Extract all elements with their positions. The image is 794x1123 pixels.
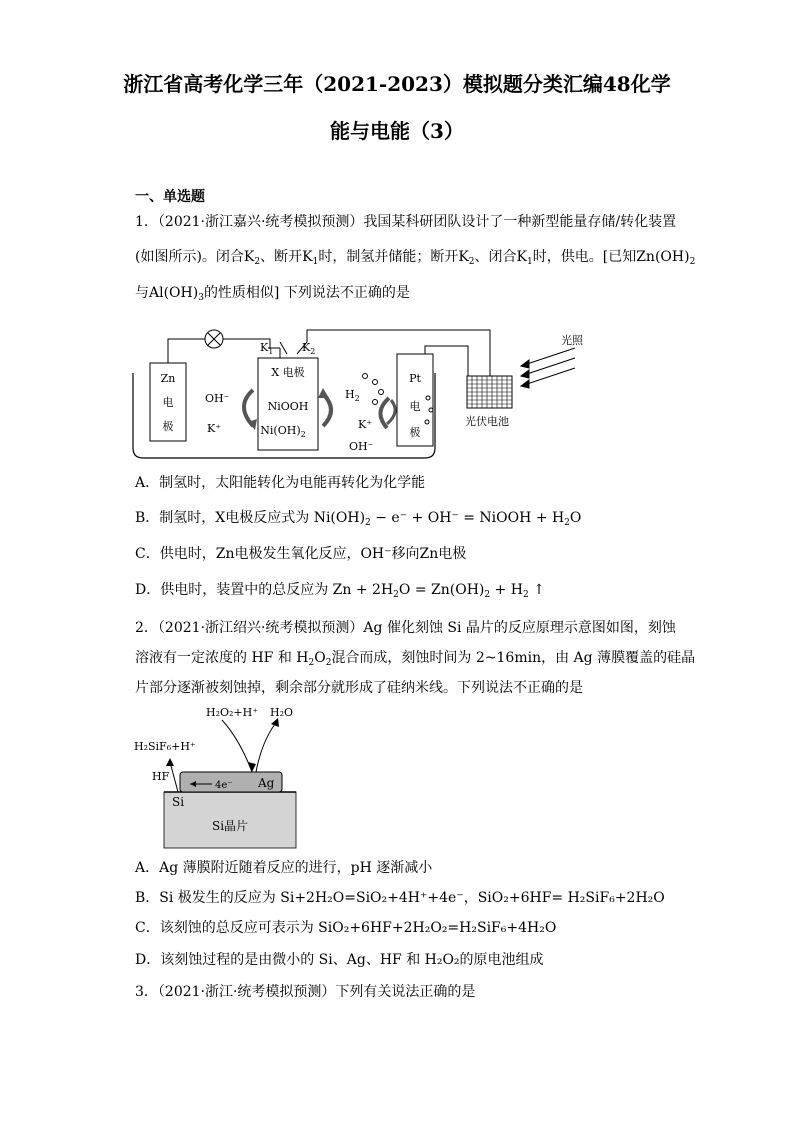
- wire-zn: [168, 339, 270, 363]
- oh-ion-left: OH⁻: [205, 392, 230, 405]
- k-ion-left: K⁺: [207, 422, 222, 435]
- q2-line1: 2．（2021·浙江绍兴·统考模拟预测）Ag 催化刻蚀 Si 晶片的反应原理示意图如图，刻蚀: [135, 620, 676, 636]
- h2o2-arrow-icon: [222, 720, 252, 772]
- ag-label: Ag: [258, 776, 275, 790]
- light-rays-icon: [521, 348, 575, 388]
- q1-option-d[interactable]: D．供电时，装置中的总反应为 $Zn + 2H_2O = Zn(OH)_2 + H_2$ ↑: [135, 582, 545, 600]
- q1-apparatus-figure: [125, 318, 605, 468]
- h2-label: $H_2$: [345, 388, 360, 403]
- pt-label: Pt: [409, 372, 421, 385]
- oh-ion-right: OH⁻: [349, 440, 374, 453]
- pv-label: 光伏电池: [465, 415, 509, 428]
- q2-etching-figure: [130, 700, 310, 850]
- q1-line3: 与$Al(OH)_3$的性质相似] 下列说法不正确的是: [135, 285, 410, 303]
- k-ion-right: K⁺: [358, 418, 373, 431]
- hf-label: HF: [152, 770, 170, 783]
- zn-label-3: 极: [162, 420, 174, 433]
- q2-option-b[interactable]: B．Si 极发生的反应为 Si+2H₂O=SiO₂+4H⁺+4e⁻，SiO₂+6HF= H₂SiF₆+2H₂O: [135, 890, 665, 906]
- x-electrode-label: X 电极: [271, 366, 305, 379]
- q1-option-a[interactable]: A．制氢时，太阳能转化为电能再转化为化学能: [135, 475, 426, 491]
- document-title-line2: 能与电能（3）: [330, 119, 464, 143]
- q1-option-b[interactable]: B．制氢时，X电极反应式为 $Ni(OH)_2 - e^- + OH^-$ = NiOOH + $H_2O$: [135, 510, 582, 528]
- zn-label-2: 电: [162, 396, 174, 409]
- k1-label: $K_1$: [260, 341, 274, 356]
- lamp-cross: [208, 333, 220, 345]
- q3-line1: 3．（2021·浙江·统考模拟预测）下列有关说法正确的是: [135, 984, 476, 1000]
- si-label: Si: [172, 795, 185, 809]
- q1-line1: 1．（2021·浙江嘉兴·统考模拟预测）我国某科研团队设计了一种新型能量存储/转化装置: [135, 214, 677, 230]
- q1-option-c[interactable]: C．供电时，Zn电极发生氧化反应，OH⁻移向Zn电极: [135, 546, 467, 562]
- electron-label: 4e⁻: [215, 780, 233, 791]
- q2-option-a[interactable]: A．Ag 薄膜附近随着反应的进行，pH 逐渐减小: [135, 860, 433, 876]
- pt-label-2: 电: [409, 400, 421, 413]
- curved-arrow-left-icon: [244, 390, 253, 426]
- nioh2-label: $Ni(OH)_2$: [260, 424, 306, 439]
- h2o-label: H₂O: [270, 706, 294, 719]
- document-title-line1: 浙江省高考化学三年（2021-2023）模拟题分类汇编48化学: [123, 72, 671, 96]
- q1-line2: (如图所示)。闭合$K_2$、断开$K_1$时，制氢并储能；断开$K_2$、闭合$K_1$时，供电。[已知$Zn(OH)_2$: [135, 249, 696, 267]
- h2sif6-label: H₂SiF₆+H⁺: [134, 740, 196, 753]
- pt-label-3: 极: [409, 426, 421, 439]
- curved-arrow-right-icon: [323, 394, 331, 426]
- nioooh-label: NiOOH: [267, 400, 309, 413]
- q2-option-c[interactable]: C．该刻蚀的总反应可表示为 SiO₂+6HF+2H₂O₂=H₂SiF₆+4H₂O: [135, 920, 557, 936]
- q2-line3: 片部分逐渐被刻蚀掉，剩余部分就形成了硅纳米线。下列说法不正确的是: [135, 680, 583, 696]
- wafer-label: Si晶片: [211, 819, 249, 833]
- k2-label: $K_2$: [302, 341, 316, 356]
- h2o-arrow-icon: [256, 720, 278, 772]
- section-heading: 一、单选题: [135, 189, 205, 205]
- arrow-up-icon: [166, 758, 174, 766]
- light-label: 光照: [561, 334, 583, 347]
- h2o2-label: H₂O₂+H⁺: [206, 706, 259, 719]
- zn-label: Zn: [160, 372, 176, 385]
- q2-line2: 溶液有一定浓度的 HF 和 $H_2O_2$混合而成，刻蚀时间为 2~16min，由 Ag 薄膜覆盖的硅晶: [135, 650, 696, 668]
- q2-option-d[interactable]: D．该刻蚀过程的是由微小的 Si、Ag、HF 和 H₂O₂的原电池组成: [135, 952, 544, 968]
